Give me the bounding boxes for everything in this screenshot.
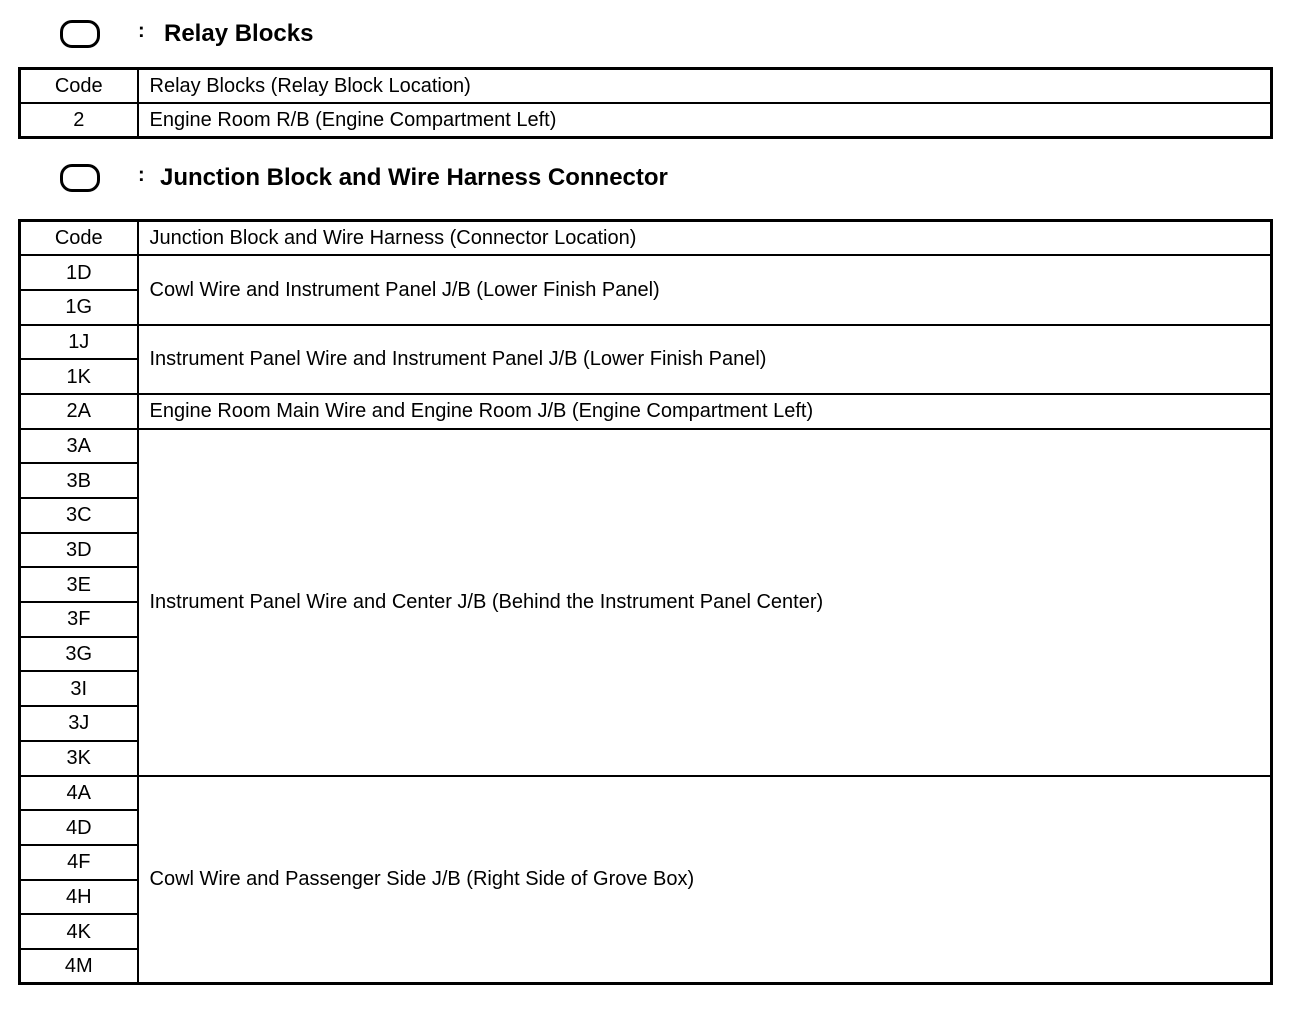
location-cell: Engine Room R/B (Engine Compartment Left) <box>138 103 1272 138</box>
code-cell: 1D <box>20 255 138 290</box>
location-cell: Instrument Panel Wire and Instrument Panel J/B (Lower Finish Panel) <box>138 325 1272 394</box>
code-cell: 4M <box>20 949 138 984</box>
code-cell: 4F <box>20 845 138 880</box>
code-cell: 3I <box>20 671 138 706</box>
location-column-header: Relay Blocks (Relay Block Location) <box>138 69 1272 104</box>
code-cell: 3A <box>20 429 138 464</box>
rounded-rect-icon <box>60 164 100 192</box>
location-cell: Cowl Wire and Instrument Panel J/B (Lower Finish Panel) <box>138 255 1272 324</box>
code-cell: 3G <box>20 637 138 672</box>
relay-blocks-table <box>18 67 1273 139</box>
junction-block-table <box>18 219 1273 985</box>
code-cell: 1G <box>20 290 138 325</box>
code-cell: 4H <box>20 880 138 915</box>
table-row <box>20 394 1272 429</box>
junction-section-title: Junction Block and Wire Harness Connector <box>160 164 668 191</box>
code-cell: 3J <box>20 706 138 741</box>
table-row <box>20 776 1272 811</box>
code-cell: 3B <box>20 463 138 498</box>
code-cell: 2 <box>20 103 138 138</box>
code-column-header: Code <box>20 69 138 104</box>
table-row <box>20 103 1272 138</box>
code-cell: 4K <box>20 914 138 949</box>
code-column-header: Code <box>20 221 138 256</box>
code-cell: 3K <box>20 741 138 776</box>
table-header-row <box>20 221 1272 256</box>
code-cell: 3C <box>20 498 138 533</box>
code-cell: 1K <box>20 359 138 394</box>
rounded-rect-icon <box>60 20 100 48</box>
code-cell: 3F <box>20 602 138 637</box>
location-column-header: Junction Block and Wire Harness (Connector Location) <box>138 221 1272 256</box>
code-cell: 1J <box>20 325 138 360</box>
heading-colon: : <box>138 164 145 186</box>
table-row <box>20 429 1272 464</box>
code-cell: 3D <box>20 533 138 568</box>
code-cell: 4D <box>20 810 138 845</box>
heading-colon: : <box>138 20 145 42</box>
code-cell: 3E <box>20 567 138 602</box>
table-row <box>20 325 1272 360</box>
location-cell: Instrument Panel Wire and Center J/B (Behind the Instrument Panel Center) <box>138 429 1272 776</box>
code-cell: 4A <box>20 776 138 811</box>
code-cell: 2A <box>20 394 138 429</box>
relay-section-title: Relay Blocks <box>164 20 314 47</box>
location-cell: Cowl Wire and Passenger Side J/B (Right Side of Grove Box) <box>138 776 1272 984</box>
location-cell: Engine Room Main Wire and Engine Room J/B (Engine Compartment Left) <box>138 394 1272 429</box>
table-row <box>20 255 1272 290</box>
table-header-row <box>20 69 1272 104</box>
